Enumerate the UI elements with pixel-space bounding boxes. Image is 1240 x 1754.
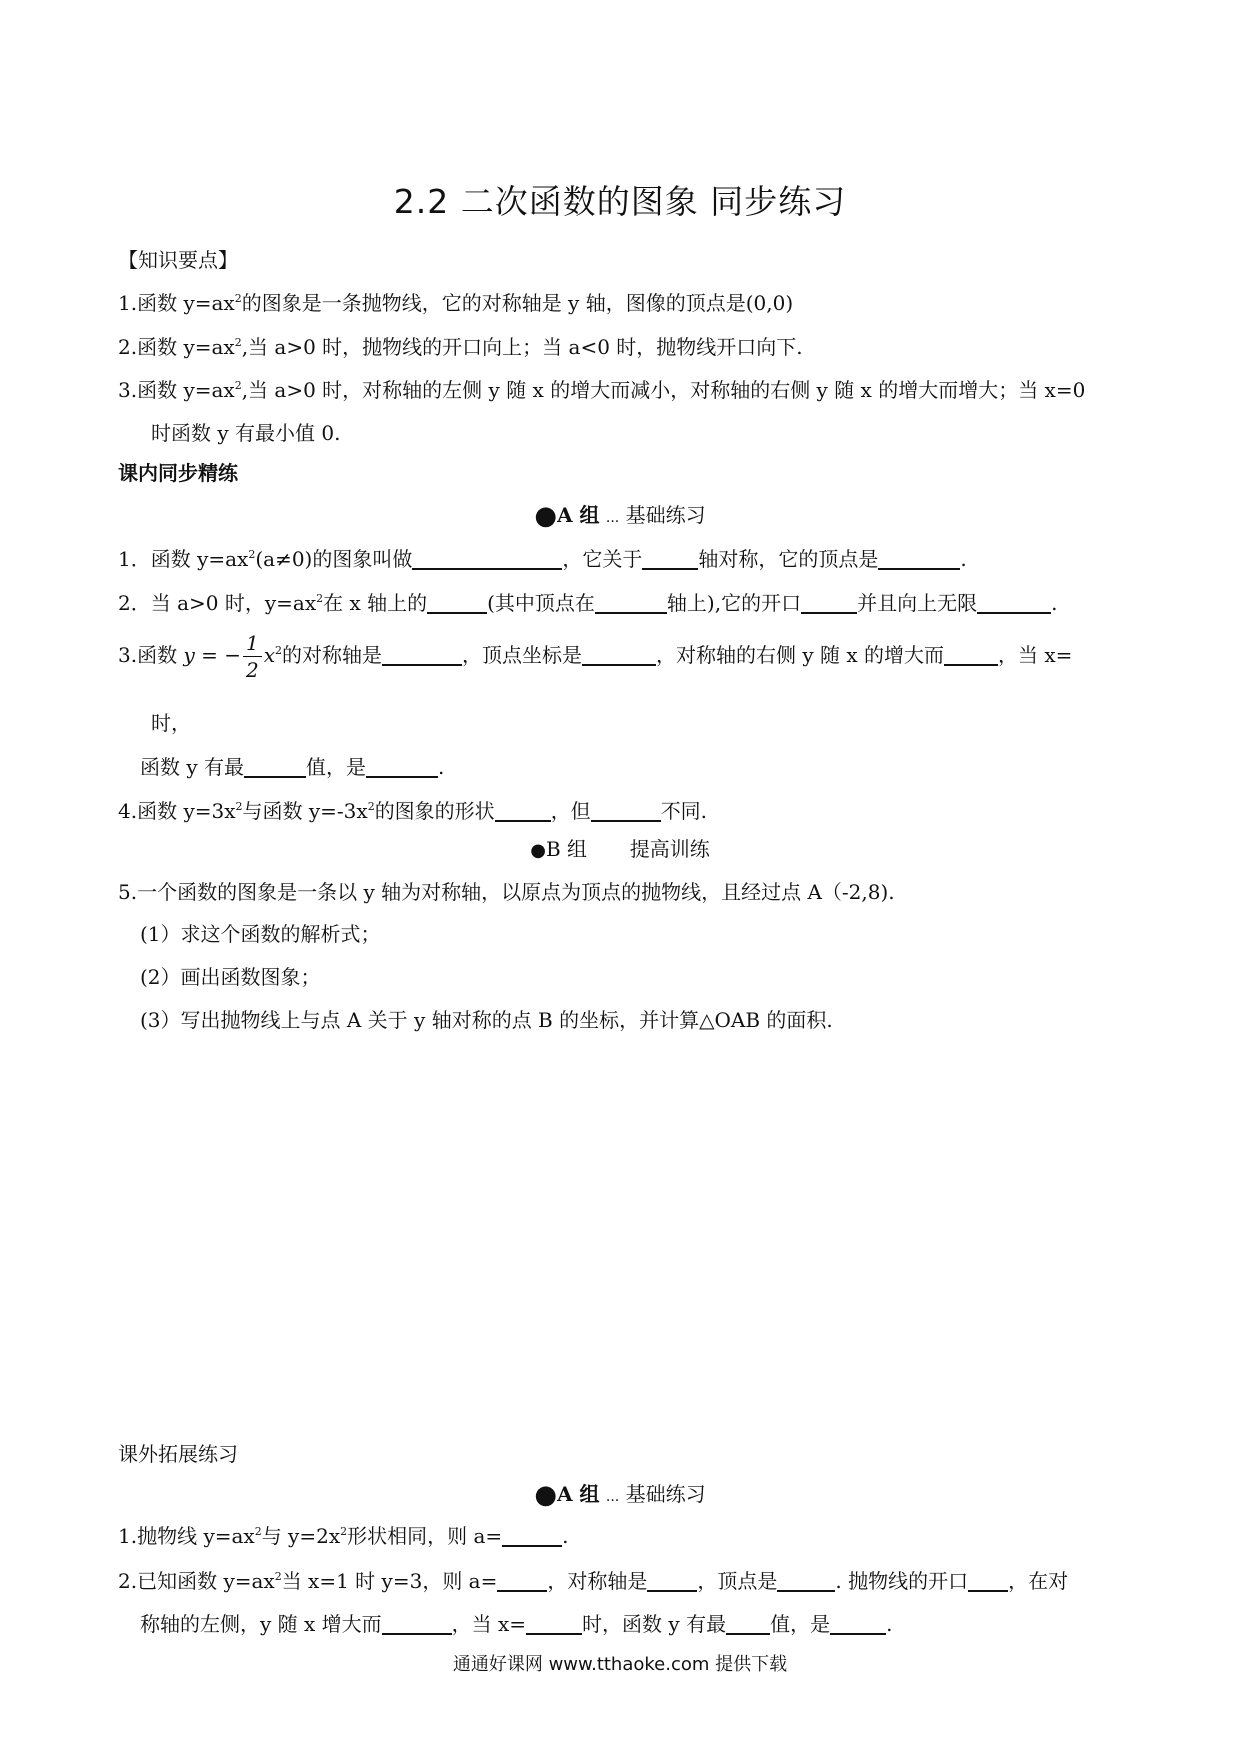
answer-blank[interactable] bbox=[366, 756, 438, 778]
superscript: 2 bbox=[235, 800, 243, 813]
text: ，在对 bbox=[1008, 1569, 1069, 1593]
text: ，它关于 bbox=[562, 547, 643, 571]
text: 称轴的左侧，y 随 x 增大而 bbox=[140, 1612, 382, 1636]
text: 轴上),它的开口 bbox=[666, 591, 802, 615]
text: 形状相同，则 a= bbox=[347, 1524, 503, 1548]
text: 1.抛物线 y=ax bbox=[118, 1524, 255, 1548]
page-footer: 通通好课网 www.tthaoke.com 提供下载 bbox=[452, 1654, 788, 1675]
bullet-icon: ● bbox=[534, 1480, 558, 1510]
answer-blank[interactable] bbox=[497, 1570, 547, 1592]
answer-blank[interactable] bbox=[495, 800, 551, 822]
text: 值，是 bbox=[770, 1612, 831, 1636]
answer-blank[interactable] bbox=[382, 1613, 452, 1635]
text: . bbox=[1051, 591, 1058, 615]
group-label: B 组 bbox=[545, 837, 588, 861]
text: 的图象的形状 bbox=[374, 799, 495, 823]
text: 当 x=1 时 y=3，则 a= bbox=[281, 1569, 498, 1593]
answer-blank[interactable] bbox=[412, 548, 562, 570]
inclass-question-4 bbox=[118, 795, 707, 824]
text: 3.函数 bbox=[118, 643, 178, 667]
superscript: 2 bbox=[234, 292, 242, 305]
text: 的对称轴是 bbox=[282, 643, 383, 667]
answer-blank[interactable] bbox=[642, 548, 698, 570]
text: 在 x 轴上的 bbox=[323, 591, 428, 615]
group-name: 基础练习 bbox=[625, 503, 706, 527]
bullet-icon: ● bbox=[530, 840, 546, 861]
answer-blank[interactable] bbox=[777, 1570, 835, 1592]
knowledge-item-2 bbox=[118, 331, 803, 360]
inclass-question-1 bbox=[118, 543, 967, 572]
knowledge-heading: 【知识要点】 bbox=[118, 248, 238, 272]
inclass-question-5: 5.一个函数的图象是一条以 y 轴为对称轴，以原点为顶点的抛物线，且经过点 A（-2,8). bbox=[118, 880, 895, 904]
outclass-heading: 课外拓展练习 bbox=[118, 1442, 238, 1466]
inclass-heading: 课内同步精练 bbox=[118, 461, 238, 485]
bullet-icon: ● bbox=[534, 501, 558, 531]
text: ,当 a>0 时，对称轴的左侧 y 随 x 的增大而减小，对称轴的右侧 y 随 x 的增大而增大；当 x=0 bbox=[241, 378, 1086, 402]
answer-blank[interactable] bbox=[591, 800, 661, 822]
text: 函数 y 有最 bbox=[140, 755, 245, 779]
ellipsis: ... bbox=[605, 1489, 620, 1505]
text: 2．当 a>0 时，y=ax bbox=[118, 591, 317, 615]
outclass-group-a-header bbox=[0, 1478, 1240, 1510]
text: ，但 bbox=[550, 799, 591, 823]
superscript: 2 bbox=[275, 644, 283, 657]
text: ，顶点是 bbox=[697, 1569, 778, 1593]
text: ，当 x= bbox=[998, 643, 1073, 667]
text: 不同. bbox=[660, 799, 708, 823]
answer-blank[interactable] bbox=[830, 1613, 886, 1635]
inclass-question-3-line-2: 时， bbox=[151, 711, 191, 735]
fraction-numerator: 1 bbox=[243, 630, 262, 657]
inclass-question-3 bbox=[118, 630, 1072, 683]
answer-blank[interactable] bbox=[878, 548, 960, 570]
text: 1．函数 y=ax bbox=[118, 547, 249, 571]
outclass-question-1 bbox=[118, 1520, 569, 1549]
group-label: A 组 bbox=[557, 1482, 600, 1506]
text: 值，是 bbox=[306, 755, 367, 779]
superscript: 2 bbox=[254, 1525, 262, 1538]
answer-blank[interactable] bbox=[968, 1570, 1008, 1592]
text: 3.函数 y=ax bbox=[118, 378, 235, 402]
answer-blank[interactable] bbox=[427, 592, 487, 614]
answer-blank[interactable] bbox=[244, 756, 306, 778]
text: 时，函数 y 有最 bbox=[582, 1612, 727, 1636]
answer-blank[interactable] bbox=[977, 592, 1051, 614]
answer-blank[interactable] bbox=[526, 1613, 582, 1635]
answer-blank[interactable] bbox=[726, 1613, 770, 1635]
page-title: 2.2 二次函数的图象 同步练习 bbox=[393, 182, 847, 221]
text: 并且向上无限 bbox=[857, 591, 978, 615]
inclass-question-5-part-3: (3）写出抛物线上与点 A 关于 y 轴对称的点 B 的坐标，并计算△OAB 的面积. bbox=[140, 1008, 833, 1032]
knowledge-item-3-continued: 时函数 y 有最小值 0. bbox=[151, 421, 341, 445]
answer-blank[interactable] bbox=[944, 644, 998, 666]
text: ，对称轴的右侧 y 随 x 的增大而 bbox=[656, 643, 945, 667]
superscript: 2 bbox=[274, 1570, 282, 1583]
superscript: 2 bbox=[234, 379, 242, 392]
inclass-group-a-header bbox=[0, 499, 1240, 531]
math-operator: = − bbox=[201, 643, 241, 667]
answer-blank[interactable] bbox=[502, 1525, 562, 1547]
group-label: A 组 bbox=[557, 503, 600, 527]
superscript: 2 bbox=[234, 336, 242, 349]
inclass-group-b-header bbox=[0, 833, 1240, 862]
text: ，对称轴是 bbox=[547, 1569, 648, 1593]
math-variable: y bbox=[183, 643, 195, 667]
inclass-question-5-part-2: (2）画出函数图象； bbox=[140, 965, 321, 989]
text: . 抛物线的开口 bbox=[835, 1569, 969, 1593]
superscript: 2 bbox=[340, 1525, 348, 1538]
group-name: 提高训练 bbox=[629, 837, 710, 861]
inclass-question-3-line-3 bbox=[140, 751, 444, 780]
text: . bbox=[960, 547, 967, 571]
text: 2.已知函数 y=ax bbox=[118, 1569, 275, 1593]
outclass-question-2-line-2 bbox=[140, 1608, 892, 1637]
answer-blank[interactable] bbox=[382, 644, 462, 666]
knowledge-item-1 bbox=[118, 287, 793, 316]
text: (a≠0)的图象叫做 bbox=[255, 547, 413, 571]
answer-blank[interactable] bbox=[595, 592, 667, 614]
text: 与函数 y=-3x bbox=[242, 799, 368, 823]
text: 轴对称，它的顶点是 bbox=[698, 547, 879, 571]
knowledge-item-3 bbox=[118, 374, 1085, 403]
text: 与 y=2x bbox=[261, 1524, 341, 1548]
text: 2.函数 y=ax bbox=[118, 335, 235, 359]
text: . bbox=[886, 1612, 893, 1636]
text: 的图象是一条抛物线，它的对称轴是 y 轴，图像的顶点是(0,0) bbox=[241, 291, 794, 315]
math-variable: x bbox=[263, 643, 276, 667]
text: (其中顶点在 bbox=[487, 591, 595, 615]
text: . bbox=[562, 1524, 569, 1548]
group-name: 基础练习 bbox=[625, 1482, 706, 1506]
inclass-question-5-part-1: (1）求这个函数的解析式； bbox=[140, 922, 381, 946]
superscript: 2 bbox=[248, 548, 256, 561]
text: 4.函数 y=3x bbox=[118, 799, 236, 823]
text: ，当 x= bbox=[451, 1612, 527, 1636]
text: . bbox=[438, 755, 445, 779]
answer-blank[interactable] bbox=[647, 1570, 697, 1592]
superscript: 2 bbox=[316, 592, 324, 605]
fraction-denominator: 2 bbox=[246, 658, 259, 682]
ellipsis: ... bbox=[605, 510, 620, 526]
answer-blank[interactable] bbox=[801, 592, 857, 614]
fraction bbox=[243, 630, 262, 683]
outclass-question-2 bbox=[118, 1565, 1068, 1594]
inclass-question-2 bbox=[118, 587, 1057, 616]
answer-blank[interactable] bbox=[582, 644, 656, 666]
superscript: 2 bbox=[367, 800, 375, 813]
text: 1.函数 y=ax bbox=[118, 291, 235, 315]
text: ，顶点坐标是 bbox=[462, 643, 583, 667]
text: ,当 a>0 时，抛物线的开口向上；当 a<0 时，抛物线开口向下. bbox=[241, 335, 803, 359]
